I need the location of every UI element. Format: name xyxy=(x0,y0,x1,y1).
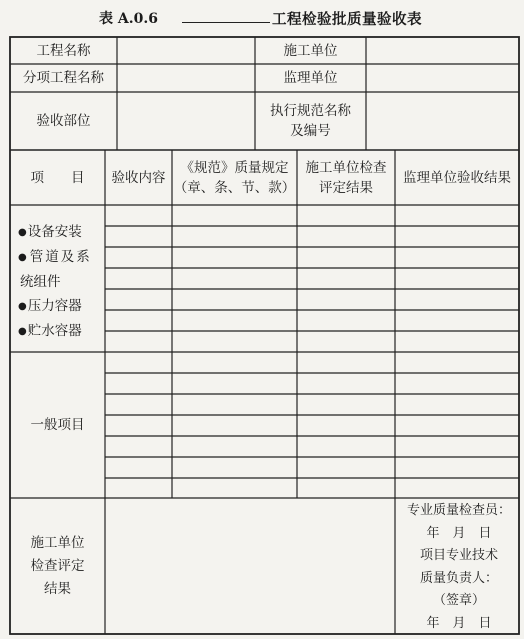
sub-project-field[interactable] xyxy=(118,65,254,91)
project-name-label: 工程名称 xyxy=(36,42,91,59)
construction-eval-line3: 结果 xyxy=(44,580,71,597)
acceptance-part-label: 验收部位 xyxy=(36,113,91,129)
main-items-list xyxy=(18,220,110,344)
tech-label-line1: 项目专业技术 xyxy=(419,548,498,563)
main-item: ● 压力容器 xyxy=(18,294,110,319)
acceptance-part-field[interactable] xyxy=(118,93,254,149)
project-name-field[interactable] xyxy=(118,38,254,63)
inspector-label: 专业质量检查员： xyxy=(406,503,511,518)
sub-project-label: 分项工程名称 xyxy=(23,70,104,86)
construction-eval-line1: 施工单位 xyxy=(30,534,85,551)
seal-label: （签章） xyxy=(432,593,485,608)
construction-eval-label xyxy=(10,498,105,634)
col-content-header: 验收内容 xyxy=(111,169,166,186)
standard-name-line1: 执行规范名称 xyxy=(270,103,351,119)
supervision-unit-field[interactable] xyxy=(367,65,518,91)
main-item: ● 设备安装 xyxy=(18,220,110,245)
date-line-2: 年 月 日 xyxy=(426,615,492,631)
col-item-header: 项 目 xyxy=(30,169,85,186)
col-supervision-result-header: 监理单位验收结果 xyxy=(403,169,511,186)
col-construction-check-line2: 评定结果 xyxy=(319,179,373,196)
main-item-continuation: 统组件 xyxy=(20,274,61,290)
date-line-1: 年 月 日 xyxy=(426,525,492,541)
standard-name-field[interactable] xyxy=(367,93,518,149)
main-item: ● 管道及系 xyxy=(18,245,110,270)
form-title: 工程检验批质量验收表 xyxy=(272,12,422,28)
col-standard-header xyxy=(172,150,297,205)
general-items-label: 一般项目 xyxy=(30,417,85,433)
standard-name-label xyxy=(255,92,366,150)
tech-label-line2: 质量负责人： xyxy=(419,570,498,586)
supervision-unit-label: 监理单位 xyxy=(283,70,338,86)
construction-unit-field[interactable] xyxy=(367,38,518,63)
table-number: 表 A.0.6 xyxy=(99,11,158,27)
standard-name-line2: 及编号 xyxy=(290,123,331,139)
col-standard-line2: （章、条、节、款） xyxy=(173,179,296,196)
col-construction-check-line1: 施工单位检查 xyxy=(305,159,387,176)
col-standard-line1: 《规范》质量规定 xyxy=(180,159,289,176)
construction-eval-line2: 检查评定 xyxy=(30,557,85,574)
col-construction-check-header xyxy=(297,150,395,205)
construction-unit-label: 施工单位 xyxy=(283,42,338,59)
signature-block xyxy=(398,500,520,635)
main-item: ● 贮水容器 xyxy=(18,319,110,344)
